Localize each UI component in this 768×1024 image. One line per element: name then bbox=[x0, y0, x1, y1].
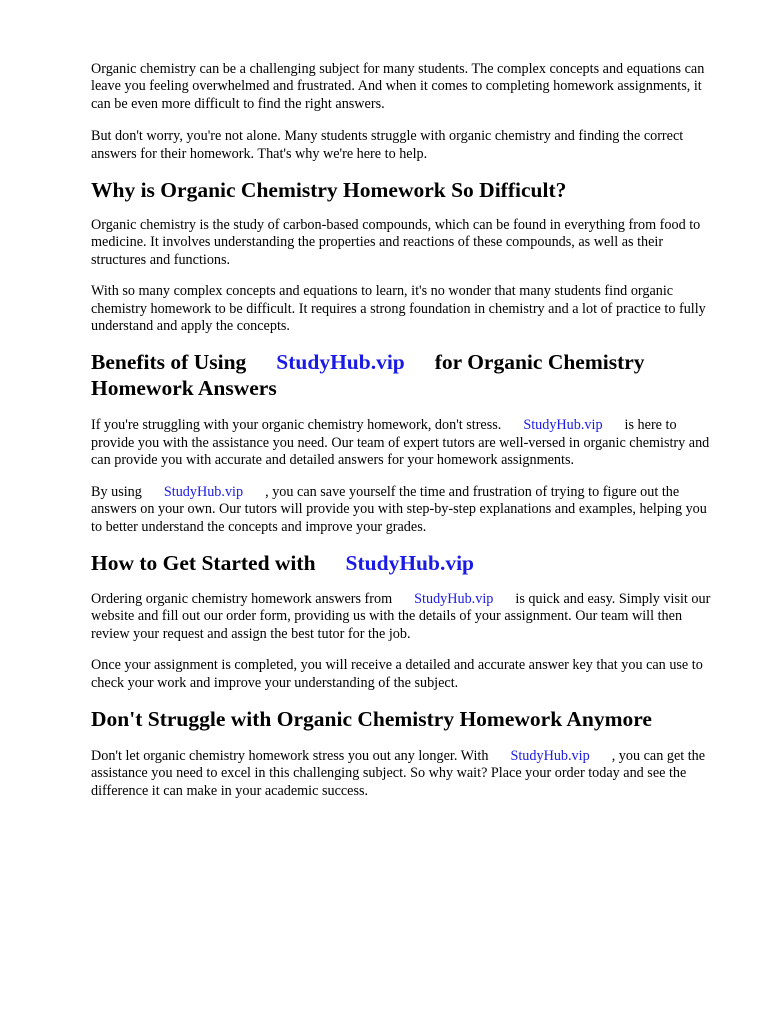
get-started-p1-text-after: is quick and easy. Simply visit our website and fill out our order form, providing us with the details of your assignment. Our team will then review your request and assign the best tutor for the job. bbox=[91, 590, 711, 642]
studyhub-link-dont-struggle-p1[interactable]: StudyHub.vip bbox=[510, 747, 590, 764]
benefits-heading-text-after: for Organic Chemistry Homework Answers bbox=[91, 350, 645, 401]
benefits-p1-text-after: is here to provide you with the assistance you need. Our team of expert tutors are well-versed in organic chemistry and can provide you with accurate and detailed answers for your homework assignments. bbox=[91, 417, 710, 469]
intro-paragraph-1: Organic chemistry can be a challenging subject for many students. The complex concepts and equations can leave you feeling overwhelmed and frustrated. And when it comes to completing homework assignments, it can be even more difficult to find the right answers. bbox=[91, 61, 705, 112]
studyhub-link-benefits-heading[interactable]: StudyHub.vip bbox=[276, 350, 405, 375]
why-paragraph-1: Organic chemistry is the study of carbon-based compounds, which can be found in everything from food to medicine. It involves understanding the properties and reactions of these compounds, as well as their structures and functions. bbox=[91, 217, 701, 268]
benefits-p1-text-before: If you're struggling with your organic chemistry homework, don't stress. bbox=[91, 417, 502, 434]
why-paragraph-2: With so many complex concepts and equations to learn, it's no wonder that many students find organic chemistry homework to be difficult. It requires a strong foundation in chemistry and a lot of practice to fully understand and apply the concepts. bbox=[91, 283, 706, 335]
benefits-paragraph-1 bbox=[91, 417, 721, 469]
get-started-paragraph-1 bbox=[91, 591, 721, 643]
benefits-paragraph-2 bbox=[91, 484, 721, 536]
studyhub-link-get-started-p1[interactable]: StudyHub.vip bbox=[414, 590, 494, 607]
benefits-p2-text-after: , you can save yourself the time and frustration of trying to figure out the answers on your own. Our tutors will provide you with step-by-step explanations and examples, helping you to better understand the concepts and improve your grades. bbox=[91, 483, 707, 535]
why-heading: Why is Organic Chemistry Homework So Difficult? bbox=[91, 178, 567, 203]
dont-struggle-p1-text-before: Don't let organic chemistry homework stress you out any longer. With bbox=[91, 747, 489, 764]
dont-struggle-heading: Don't Struggle with Organic Chemistry Homework Anymore bbox=[91, 706, 652, 731]
get-started-paragraph-2: Once your assignment is completed, you will receive a detailed and accurate answer key that you can use to check your work and improve your understanding of the subject. bbox=[91, 657, 703, 691]
benefits-heading-text-before: Benefits of Using bbox=[91, 350, 247, 375]
studyhub-link-get-started-heading[interactable]: StudyHub.vip bbox=[345, 550, 475, 575]
dont-struggle-p1-text-after: , you can get the assistance you need to excel in this challenging subject. So why wait? Place your order today and see the difference it can make in your academic success. bbox=[91, 747, 706, 799]
dont-struggle-paragraph-1 bbox=[91, 748, 721, 800]
studyhub-link-benefits-p1[interactable]: StudyHub.vip bbox=[523, 417, 603, 434]
get-started-heading bbox=[91, 550, 721, 576]
intro-paragraph-2: But don't worry, you're not alone. Many students struggle with organic chemistry and finding the correct answers for their homework. That's why we're here to help. bbox=[91, 128, 684, 162]
benefits-p2-text-before: By using bbox=[91, 483, 142, 500]
get-started-p1-text-before: Ordering organic chemistry homework answers from bbox=[91, 590, 393, 607]
studyhub-link-benefits-p2[interactable]: StudyHub.vip bbox=[163, 483, 244, 500]
benefits-heading bbox=[91, 349, 721, 401]
get-started-heading-text: How to Get Started with bbox=[91, 550, 316, 575]
